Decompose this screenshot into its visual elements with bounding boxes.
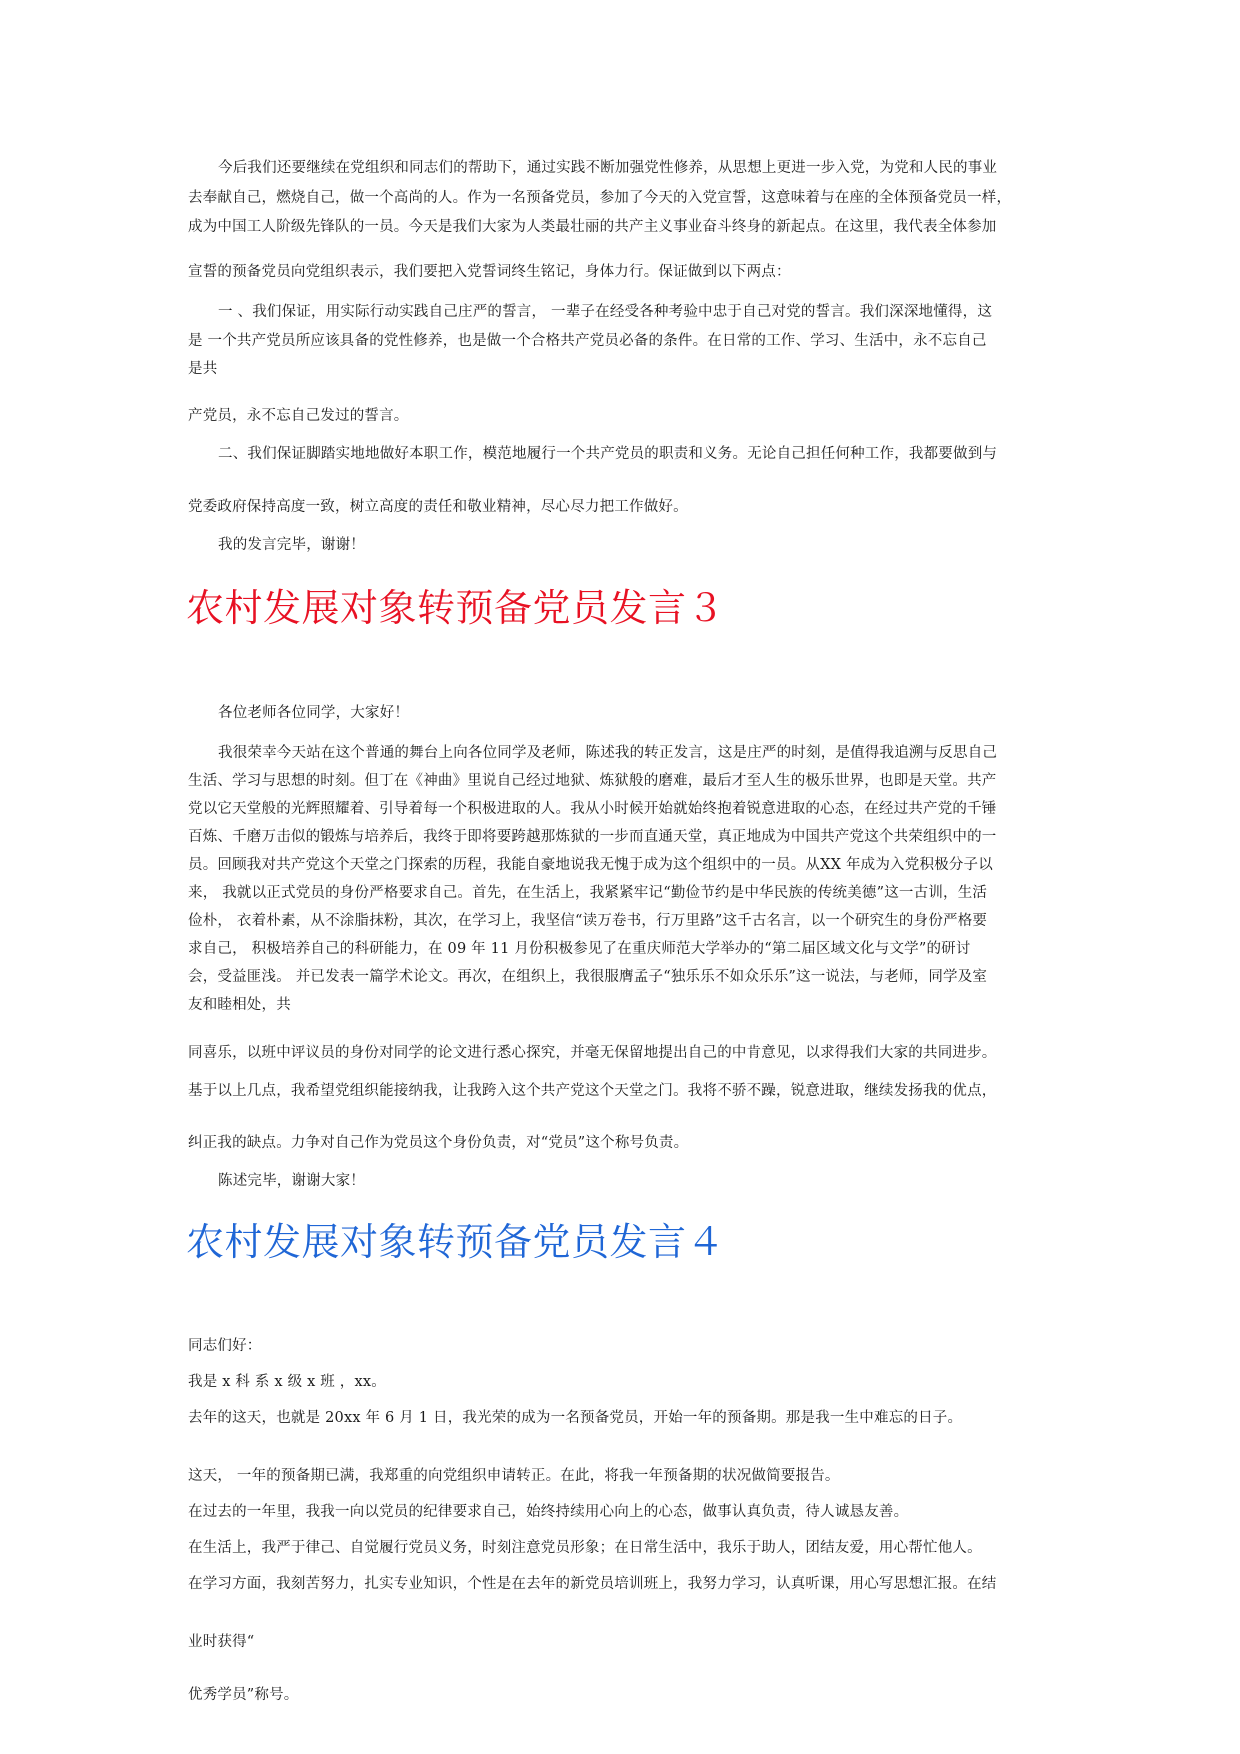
paragraph-line: 去奉献自己，燃烧自己，做一个高尚的人。作为一名预备党员，参加了今天的入党宣誓，这意味着与在座的全体预备党员一样， (188, 190, 1012, 206)
paragraph-line: 同喜乐，以班中评议员的身份对同学的论文进行悉心探究，并毫无保留地提出自己的中肯意见，以求得我们大家的共同进步。 (188, 1045, 997, 1061)
paragraph-line: 二、我们保证脚踏实地地做好本职工作，模范地履行一个共产党员的职责和义务。无论自己担任何种工作，我都要做到与 (218, 446, 998, 462)
paragraph-line: 我是 x 科 系 x 级 x 班 ，xx。 (188, 1374, 386, 1390)
paragraph-line: 这天， 一年的预备期已满，我郑重的向党组织申请转正。在此，将我一年预备期的状况做简要报告。 (188, 1468, 840, 1484)
paragraph-line: 今后我们还要继续在党组织和同志们的帮助下，通过实践不断加强党性修养，从思想上更进一步入党，为党和人民的事业 (218, 160, 998, 176)
paragraph-line: 党委政府保持高度一致，树立高度的责任和敬业精神，尽心尽力把工作做好。 (188, 499, 688, 515)
paragraph-line: 去年的这天，也就是 20xx 年 6 月 1 日，我光荣的成为一名预备党员，开始一年的预备期。那是我一生中难忘的日子。 (188, 1410, 963, 1426)
paragraph-line: 我很荣幸今天站在这个普通的舞台上向各位同学及老师，陈述我的转正发言，这是庄严的时刻，是值得我追溯与反思自己 (218, 745, 998, 761)
paragraph-line: 生活、学习与思想的时刻。但丁在《神曲》里说自己经过地狱、炼狱般的磨难，最后才至人生的极乐世界，也即是天堂。共产 (188, 773, 997, 789)
paragraph-line: 是 一个共产党员所应该具备的党性修养，也是做一个合格共产党员必备的条件。在日常的工作、学习、生活中，永不忘自己 (188, 333, 987, 349)
greeting-line: 同志们好： (188, 1338, 262, 1354)
paragraph-line: 求自己， 积极培养自己的科研能力，在 09 年 11 月份积极参见了在重庆师范大学举办的“第二届区域文化与文学”的研讨 (188, 941, 971, 957)
paragraph-line: 是共 (188, 361, 218, 377)
paragraph-line: 宣誓的预备党员向党组织表示，我们要把入党誓词终生铭记，身体力行。保证做到以下两点： (188, 264, 791, 280)
closing-line: 我的发言完毕，谢谢！ (218, 537, 365, 553)
paragraph-line: 党以它天堂般的光辉照耀着、引导着每一个积极进取的人。我从小时候开始就始终抱着锐意进取的心态，在经过共产党的千锤 (188, 801, 997, 817)
paragraph-line: 百炼、千磨万击似的锻炼与培养后，我终于即将要跨越那炼狱的一步而直通天堂，真正地成为中国共产党这个共荣组织中的一 (188, 829, 997, 845)
paragraph-line: 来， 我就以正式党员的身份严格要求自己。首先，在生活上，我紧紧牢记“勤俭节约是中华民族的传统美德”这一古训，生活 (188, 885, 988, 901)
paragraph-line: 一 、我们保证，用实际行动实践自己庄严的誓言， 一辈子在经受各种考验中忠于自己对党的誓言。我们深深地懂得，这 (218, 304, 993, 320)
paragraph-line: 在过去的一年里，我我一向以党员的纪律要求自己，始终持续用心向上的心态，做事认真负责，待人诚恳友善。 (188, 1504, 909, 1520)
paragraph-line: 友和睦相处，共 (188, 997, 291, 1013)
paragraph-line: 会，受益匪浅。 并已发表一篇学术论文。再次，在组织上，我很服膺孟子“独乐乐不如众乐乐”这一说法，与老师，同学及室 (188, 969, 988, 985)
paragraph-line: 产党员，永不忘自己发过的誓言。 (188, 408, 409, 424)
paragraph-line: 在学习方面，我刻苦努力，扎实专业知识，个性是在去年的新党员培训班上，我努力学习，认真听课，用心写思想汇报。在结 (188, 1576, 997, 1592)
paragraph-line: 优秀学员”称号。 (188, 1687, 299, 1703)
paragraph-line: 业时获得“ (188, 1634, 255, 1650)
paragraph-line: 俭朴， 衣着朴素，从不涂脂抹粉，其次，在学习上，我坚信“读万卷书，行万里路”这千古名言，以一个研究生的身份严格要 (188, 913, 988, 929)
paragraph-line: 成为中国工人阶级先锋队的一员。今天是我们大家为人类最壮丽的共产主义事业奋斗终身的新起点。在这里，我代表全体参加 (188, 219, 997, 235)
paragraph-line: 员。回顾我对共产党这个天堂之门探索的历程，我能自豪地说我无愧于成为这个组织中的一员。从XX 年成为入党积极分子以 (188, 857, 993, 873)
section-heading-3: 农村发展对象转预备党员发言３ (186, 586, 726, 630)
closing-line: 陈述完毕，谢谢大家！ (218, 1173, 365, 1189)
greeting-line: 各位老师各位同学，大家好！ (218, 705, 410, 721)
paragraph-line: 在生活上，我严于律己、自觉履行党员义务，时刻注意党员形象；在日常生活中，我乐于助人，团结友爱，用心帮忙他人。 (188, 1540, 982, 1556)
section-heading-4: 农村发展对象转预备党员发言４ (186, 1220, 726, 1264)
paragraph-line: 基于以上几点，我希望党组织能接纳我，让我跨入这个共产党这个天堂之门。我将不骄不躁，锐意进取，继续发扬我的优点， (188, 1083, 997, 1099)
paragraph-line: 纠正我的缺点。力争对自己作为党员这个身份负责，对“党员”这个称号负责。 (188, 1135, 689, 1151)
